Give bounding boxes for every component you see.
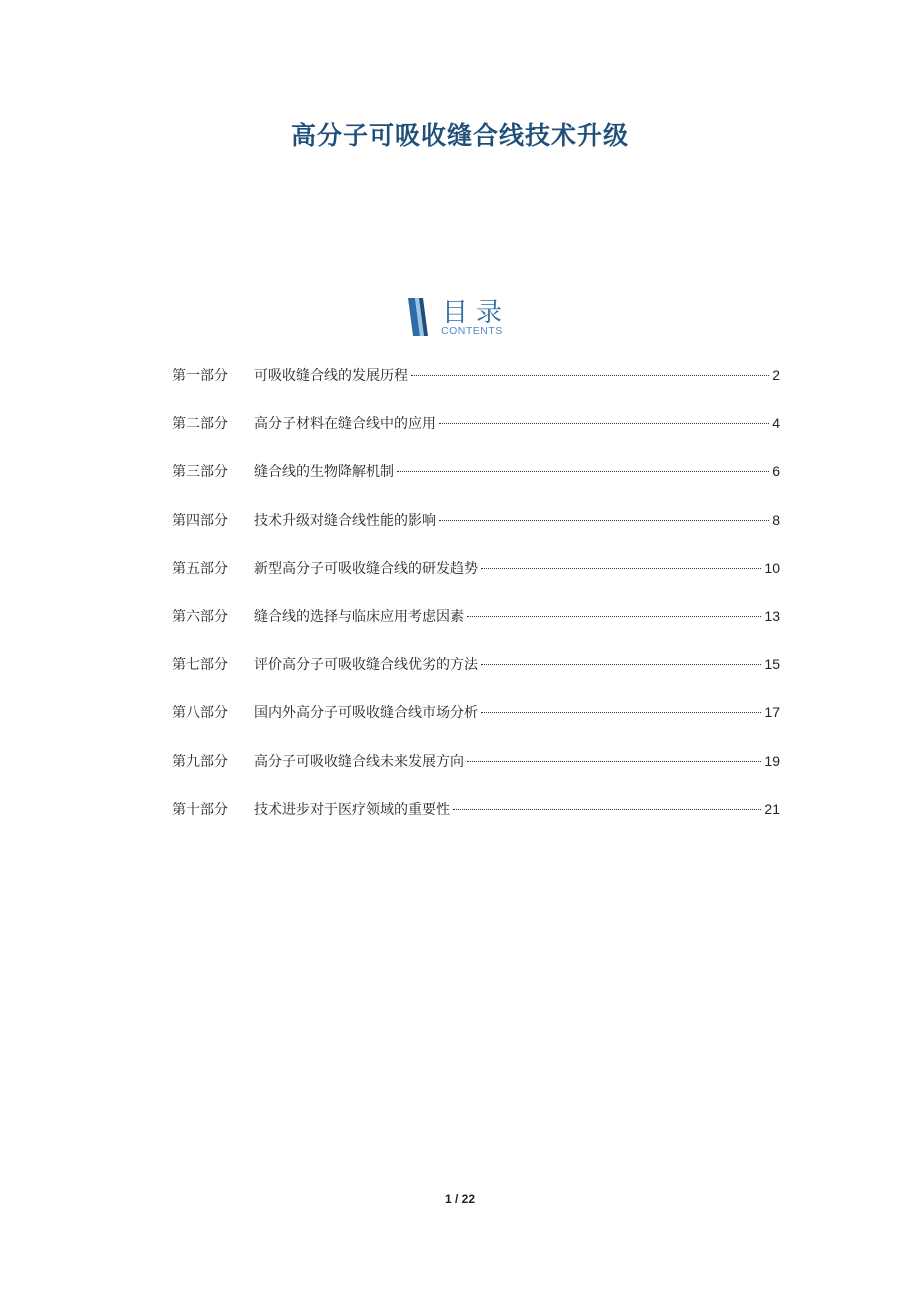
toc-leader-dots: [439, 520, 769, 521]
toc-entry[interactable]: [172, 702, 780, 750]
toc-part-label: 第五部分: [172, 560, 228, 577]
toc-leader-dots: [411, 375, 769, 376]
toc-page-number: 6: [772, 463, 780, 480]
toc-page-number: 10: [764, 559, 780, 576]
toc-entry-title: 评价高分子可吸收缝合线优劣的方法: [254, 657, 478, 674]
toc-heading: 目录: [442, 298, 511, 328]
toc-entry-title: 技术升级对缝合线性能的影响: [254, 512, 436, 529]
toc-entry[interactable]: [172, 365, 780, 413]
toc-page-number: 2: [772, 367, 780, 383]
toc-part-label: 第四部分: [172, 512, 228, 529]
toc-part-label: 第一部分: [172, 368, 228, 384]
toc-part-label: 第七部分: [172, 657, 228, 674]
toc-entry[interactable]: [172, 751, 780, 799]
toc-page-number: 13: [764, 607, 780, 624]
toc-leader-dots: [481, 712, 761, 713]
toc-page-number: 4: [772, 415, 780, 432]
toc-entry[interactable]: [172, 654, 780, 702]
toc-part-label: 第十部分: [172, 801, 228, 818]
document-title: 高分子可吸收缝合线技术升级: [290, 121, 629, 150]
toc-entry-title: 高分子可吸收缝合线未来发展方向: [254, 753, 464, 770]
toc-part-label: 第八部分: [172, 705, 228, 722]
toc-entry-title: 缝合线的选择与临床应用考虑因素: [254, 608, 464, 625]
toc-page-number: 15: [764, 656, 780, 673]
toc-entry[interactable]: [172, 558, 780, 606]
toc-leader-dots: [481, 664, 761, 665]
toc-leader-dots: [439, 423, 769, 424]
toc-subheading: CONTENTS: [441, 325, 503, 337]
toc-entry-title: 技术进步对于医疗领域的重要性: [254, 801, 450, 818]
toc-page-number: 19: [764, 752, 780, 769]
toc-entry-title: 可吸收缝合线的发展历程: [254, 368, 408, 384]
toc-list: [172, 365, 780, 847]
toc-entry[interactable]: [172, 799, 780, 847]
toc-part-label: 第六部分: [172, 608, 228, 625]
toc-page-number: 8: [772, 511, 780, 528]
toc-leader-dots: [481, 568, 761, 569]
toc-entry[interactable]: [172, 413, 780, 461]
toc-part-label: 第三部分: [172, 464, 228, 481]
book-spine-icon: [406, 296, 432, 338]
toc-entry[interactable]: [172, 461, 780, 509]
toc-entry-title: 国内外高分子可吸收缝合线市场分析: [254, 705, 478, 722]
toc-leader-dots: [467, 616, 761, 617]
page-indicator: 1 / 22: [444, 1192, 476, 1206]
toc-leader-dots: [453, 809, 761, 810]
toc-leader-dots: [467, 761, 761, 762]
toc-entry-title: 缝合线的生物降解机制: [254, 464, 394, 481]
toc-entry[interactable]: [172, 606, 780, 654]
toc-part-label: 第二部分: [172, 416, 228, 433]
toc-part-label: 第九部分: [172, 753, 228, 770]
toc-leader-dots: [397, 471, 769, 472]
toc-page-number: 17: [764, 704, 780, 721]
toc-entry-title: 新型高分子可吸收缝合线的研发趋势: [254, 560, 478, 577]
toc-entry-title: 高分子材料在缝合线中的应用: [254, 416, 436, 433]
toc-entry[interactable]: [172, 510, 780, 558]
toc-page-number: 21: [764, 800, 780, 817]
toc-header: [406, 294, 526, 340]
